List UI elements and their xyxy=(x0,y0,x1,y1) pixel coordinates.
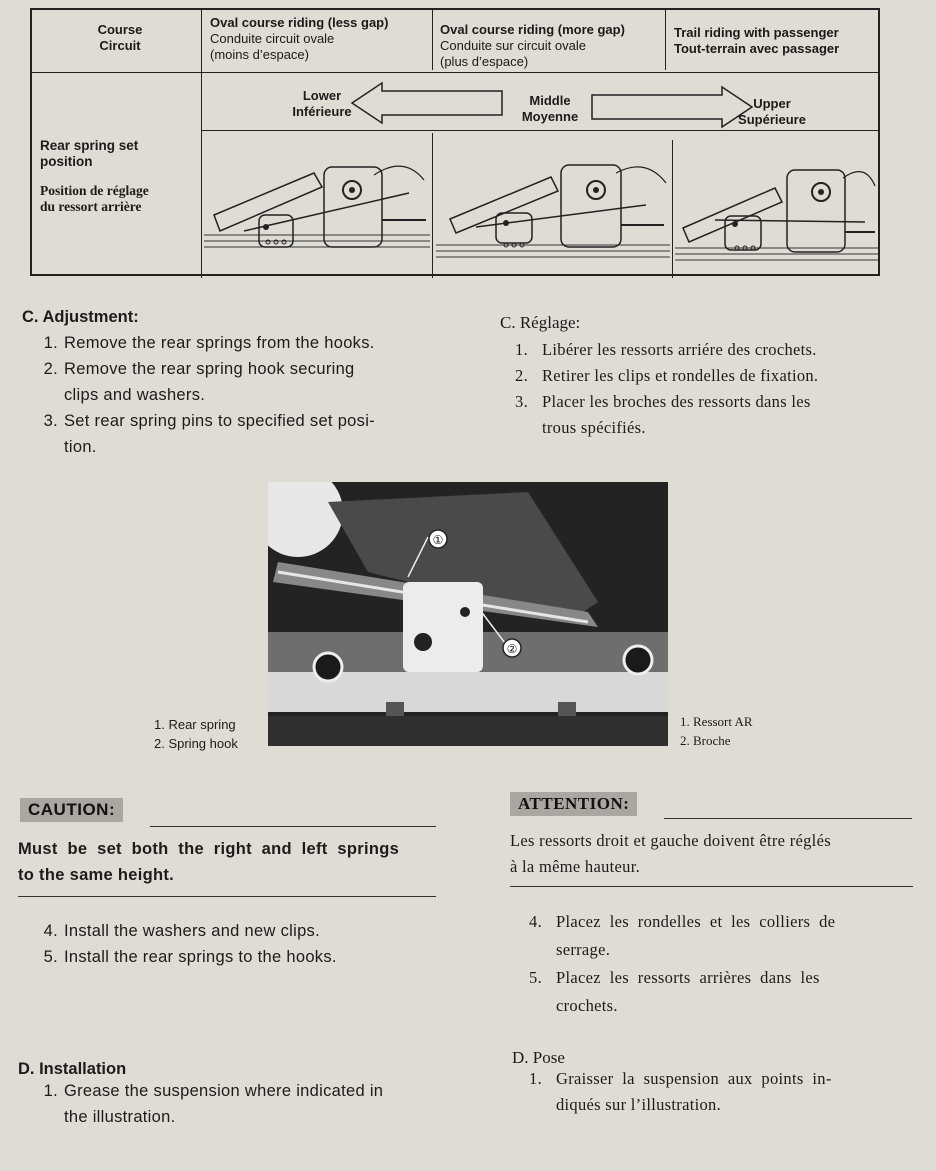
row-label-fr-2: du ressort arrière xyxy=(40,199,142,214)
installation-heading-fr: D. Pose xyxy=(512,1048,565,1067)
list-item xyxy=(28,330,448,356)
install-steps-en xyxy=(28,918,448,970)
step-text-cont: tion. xyxy=(64,438,97,456)
label-upper-en: Upper xyxy=(753,96,791,111)
list-item xyxy=(506,363,906,389)
list-item xyxy=(520,1066,920,1118)
step-number: 1. xyxy=(515,340,528,359)
list-item xyxy=(520,908,920,964)
step-number: 4. xyxy=(529,912,542,931)
caution-line-1: Must be set both the right and left springs xyxy=(18,840,400,858)
spring-position-table xyxy=(30,8,880,276)
step-text: Grease the suspension where indicated in xyxy=(64,1082,384,1100)
step-text-cont: the illustration. xyxy=(64,1108,176,1126)
step-number: 4. xyxy=(43,922,58,940)
installation-steps-en xyxy=(28,1078,458,1130)
spring-hook-photo xyxy=(268,482,668,746)
attention-rule-top xyxy=(664,818,912,819)
header-course-fr: Circuit xyxy=(99,38,141,53)
label-lower xyxy=(277,88,367,120)
suspension-drawing-upper xyxy=(675,142,878,276)
row-label-fr xyxy=(40,183,149,215)
header-less-gap-fr-2: (moins d’espace) xyxy=(210,47,309,62)
photo-illustration xyxy=(268,482,668,746)
row-label-fr-1: Position de réglage xyxy=(40,183,149,198)
caption-en-1: 1. Rear spring xyxy=(154,717,236,732)
step-number: 5. xyxy=(529,968,542,987)
list-item xyxy=(520,964,920,1020)
step-text: Placer les broches des ressorts dans les xyxy=(542,392,811,411)
row-label-en-1: Rear spring set xyxy=(40,138,139,153)
adjustment-heading-fr: C. Réglage: xyxy=(500,313,581,332)
step-number: 3. xyxy=(515,392,528,411)
caption-fr-2: 2. Broche xyxy=(680,733,731,748)
label-upper xyxy=(727,96,817,128)
adjustment-steps-en xyxy=(28,330,448,460)
caution-rule-bottom xyxy=(18,896,436,897)
list-item xyxy=(506,389,906,441)
list-item xyxy=(28,1078,458,1130)
header-course xyxy=(90,22,150,54)
adjustment-steps-fr xyxy=(506,337,906,441)
label-middle-fr: Moyenne xyxy=(521,109,579,124)
adjustment-heading-en: C. Adjustment: xyxy=(22,308,139,326)
label-middle xyxy=(510,93,590,125)
step-text-cont: crochets. xyxy=(556,996,618,1015)
header-trail xyxy=(674,25,839,57)
caution-line-2: to the same height. xyxy=(18,866,175,884)
callout-1: ① xyxy=(432,533,444,547)
step-text: Placez les rondelles et les colliers de xyxy=(556,912,836,931)
step-text: Remove the rear springs from the hooks. xyxy=(64,334,375,352)
step-text: Remove the rear spring hook securing xyxy=(64,360,355,378)
step-text-cont: diqués sur l’illustration. xyxy=(556,1095,721,1114)
caption-fr-1: 1. Ressort AR xyxy=(680,714,753,729)
step-number: 5. xyxy=(43,948,58,966)
step-text-cont: serrage. xyxy=(556,940,611,959)
list-item xyxy=(28,944,448,970)
photo-caption-fr xyxy=(680,712,753,750)
step-number: 1. xyxy=(43,334,58,352)
list-item xyxy=(28,356,448,408)
row-label-en-2: position xyxy=(40,154,93,169)
header-course-en: Course xyxy=(97,22,143,37)
label-lower-en: Lower xyxy=(302,88,342,103)
step-text-cont: trous spécifiés. xyxy=(542,418,646,437)
header-less-gap-en: Oval course riding (less gap) xyxy=(210,15,389,30)
installation-heading-en: D. Installation xyxy=(18,1060,127,1078)
header-more-gap xyxy=(440,22,625,70)
label-middle-en: Middle xyxy=(529,93,571,108)
attention-badge: ATTENTION: xyxy=(510,792,637,816)
step-text: Libérer les ressorts arriére des crochets. xyxy=(542,340,817,359)
list-item xyxy=(28,918,448,944)
suspension-drawing-lower xyxy=(204,135,430,275)
attention-rule-bottom xyxy=(510,886,913,887)
attention-line-1: Les ressorts droit et gauche doivent être réglés xyxy=(510,831,831,850)
label-lower-fr: Inférieure xyxy=(292,104,352,119)
caution-text-fr xyxy=(510,828,920,880)
header-more-gap-fr-2: (plus d’espace) xyxy=(440,54,529,69)
list-item xyxy=(28,408,448,460)
header-less-gap xyxy=(210,15,388,63)
caption-en-2: 2. Spring hook xyxy=(154,736,238,751)
attention-line-2: à la même hauteur. xyxy=(510,857,641,876)
step-number: 1. xyxy=(43,1082,58,1100)
callout-2: ② xyxy=(506,642,518,656)
caution-badge: CAUTION: xyxy=(20,798,123,822)
step-text: Install the rear springs to the hooks. xyxy=(64,948,337,966)
step-text: Graisser la suspension aux points in- xyxy=(556,1069,832,1088)
left-arrow-icon xyxy=(352,83,502,123)
photo-caption-en xyxy=(154,715,238,753)
list-item xyxy=(506,337,906,363)
caution-text-en xyxy=(18,836,440,888)
installation-steps-fr xyxy=(520,1066,920,1118)
header-more-gap-fr: Conduite sur circuit ovale xyxy=(440,38,586,53)
step-number: 3. xyxy=(43,412,58,430)
step-text: Install the washers and new clips. xyxy=(64,922,320,940)
step-number: 1. xyxy=(529,1069,542,1088)
header-more-gap-en: Oval course riding (more gap) xyxy=(440,22,625,37)
caution-rule-top xyxy=(150,826,436,827)
step-text-cont: clips and washers. xyxy=(64,386,206,404)
step-text: Retirer les clips et rondelles de fixation. xyxy=(542,366,819,385)
step-text: Placez les ressorts arrières dans les xyxy=(556,968,820,987)
suspension-drawing-middle xyxy=(436,135,670,275)
header-trail-fr: Tout-terrain avec passager xyxy=(674,41,840,56)
header-trail-en: Trail riding with passenger xyxy=(674,25,839,40)
label-upper-fr: Supérieure xyxy=(738,112,806,127)
step-text: Set rear spring pins to specified set posi- xyxy=(64,412,375,430)
row-label-en xyxy=(40,138,138,170)
install-steps-fr xyxy=(520,908,920,1020)
header-less-gap-fr: Conduite circuit ovale xyxy=(210,31,335,46)
step-number: 2. xyxy=(43,360,58,378)
step-number: 2. xyxy=(515,366,528,385)
